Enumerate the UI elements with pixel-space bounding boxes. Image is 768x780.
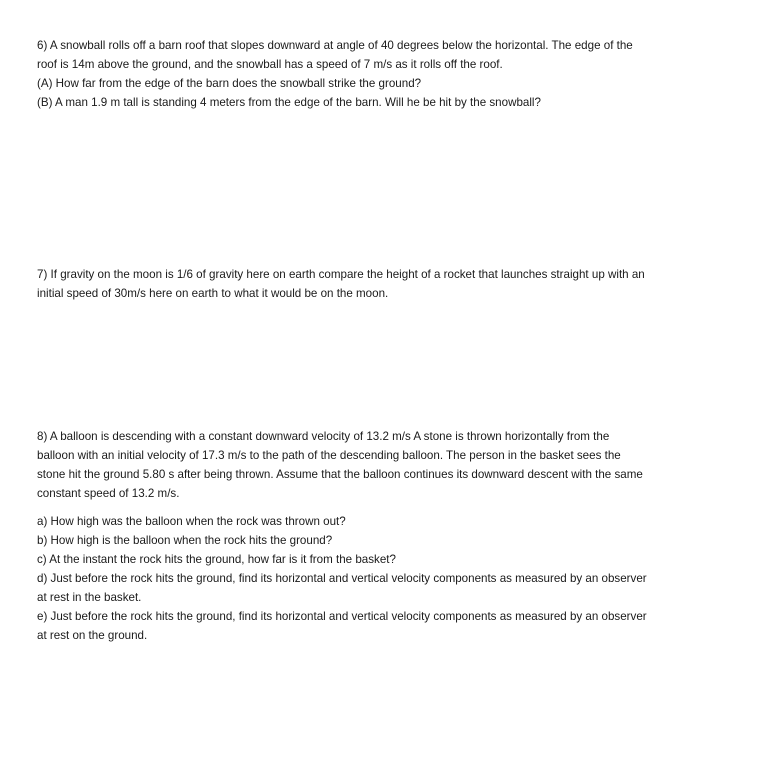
question-8 [37, 427, 737, 503]
question-8-part-c: c) At the instant the rock hits the ground, how far is it from the basket? [37, 553, 396, 566]
question-7-line-1: 7) If gravity on the moon is 1/6 of gravity here on earth compare the height of a rocket that launches straight up with an [37, 268, 645, 281]
question-8-parts [37, 512, 737, 645]
question-6-part-b: (B) A man 1.9 m tall is standing 4 meters from the edge of the barn. Will he be hit by the snowball? [37, 96, 541, 109]
question-8-part-e-cont: at rest on the ground. [37, 629, 148, 642]
question-8-part-d: d) Just before the rock hits the ground, find its horizontal and vertical velocity components as measured by an observer [37, 572, 647, 585]
question-8-line-4: constant speed of 13.2 m/s. [37, 487, 180, 500]
question-8-part-d-cont: at rest in the basket. [37, 591, 142, 604]
question-8-part-b: b) How high is the balloon when the rock hits the ground? [37, 534, 333, 547]
question-7-line-2: initial speed of 30m/s here on earth to what it would be on the moon. [37, 287, 389, 300]
question-8-part-e: e) Just before the rock hits the ground, find its horizontal and vertical velocity components as measured by an observer [37, 610, 647, 623]
question-6-part-a: (A) How far from the edge of the barn does the snowball strike the ground? [37, 77, 422, 90]
question-8-line-3: stone hit the ground 5.80 s after being thrown. Assume that the balloon continues its downward descent with the same [37, 468, 643, 481]
question-6 [37, 36, 737, 112]
question-8-line-2: balloon with an initial velocity of 17.3 m/s to the path of the descending balloon. The person in the basket sees the [37, 449, 621, 462]
question-8-line-1: 8) A balloon is descending with a constant downward velocity of 13.2 m/s A stone is thrown horizontally from the [37, 430, 610, 443]
question-6-line-2: roof is 14m above the ground, and the snowball has a speed of 7 m/s as it rolls off the roof. [37, 58, 503, 71]
question-8-part-a: a) How high was the balloon when the rock was thrown out? [37, 515, 346, 528]
question-6-line-1: 6) A snowball rolls off a barn roof that slopes downward at angle of 40 degrees below the horizontal. The edge of the [37, 39, 633, 52]
question-7 [37, 265, 737, 303]
